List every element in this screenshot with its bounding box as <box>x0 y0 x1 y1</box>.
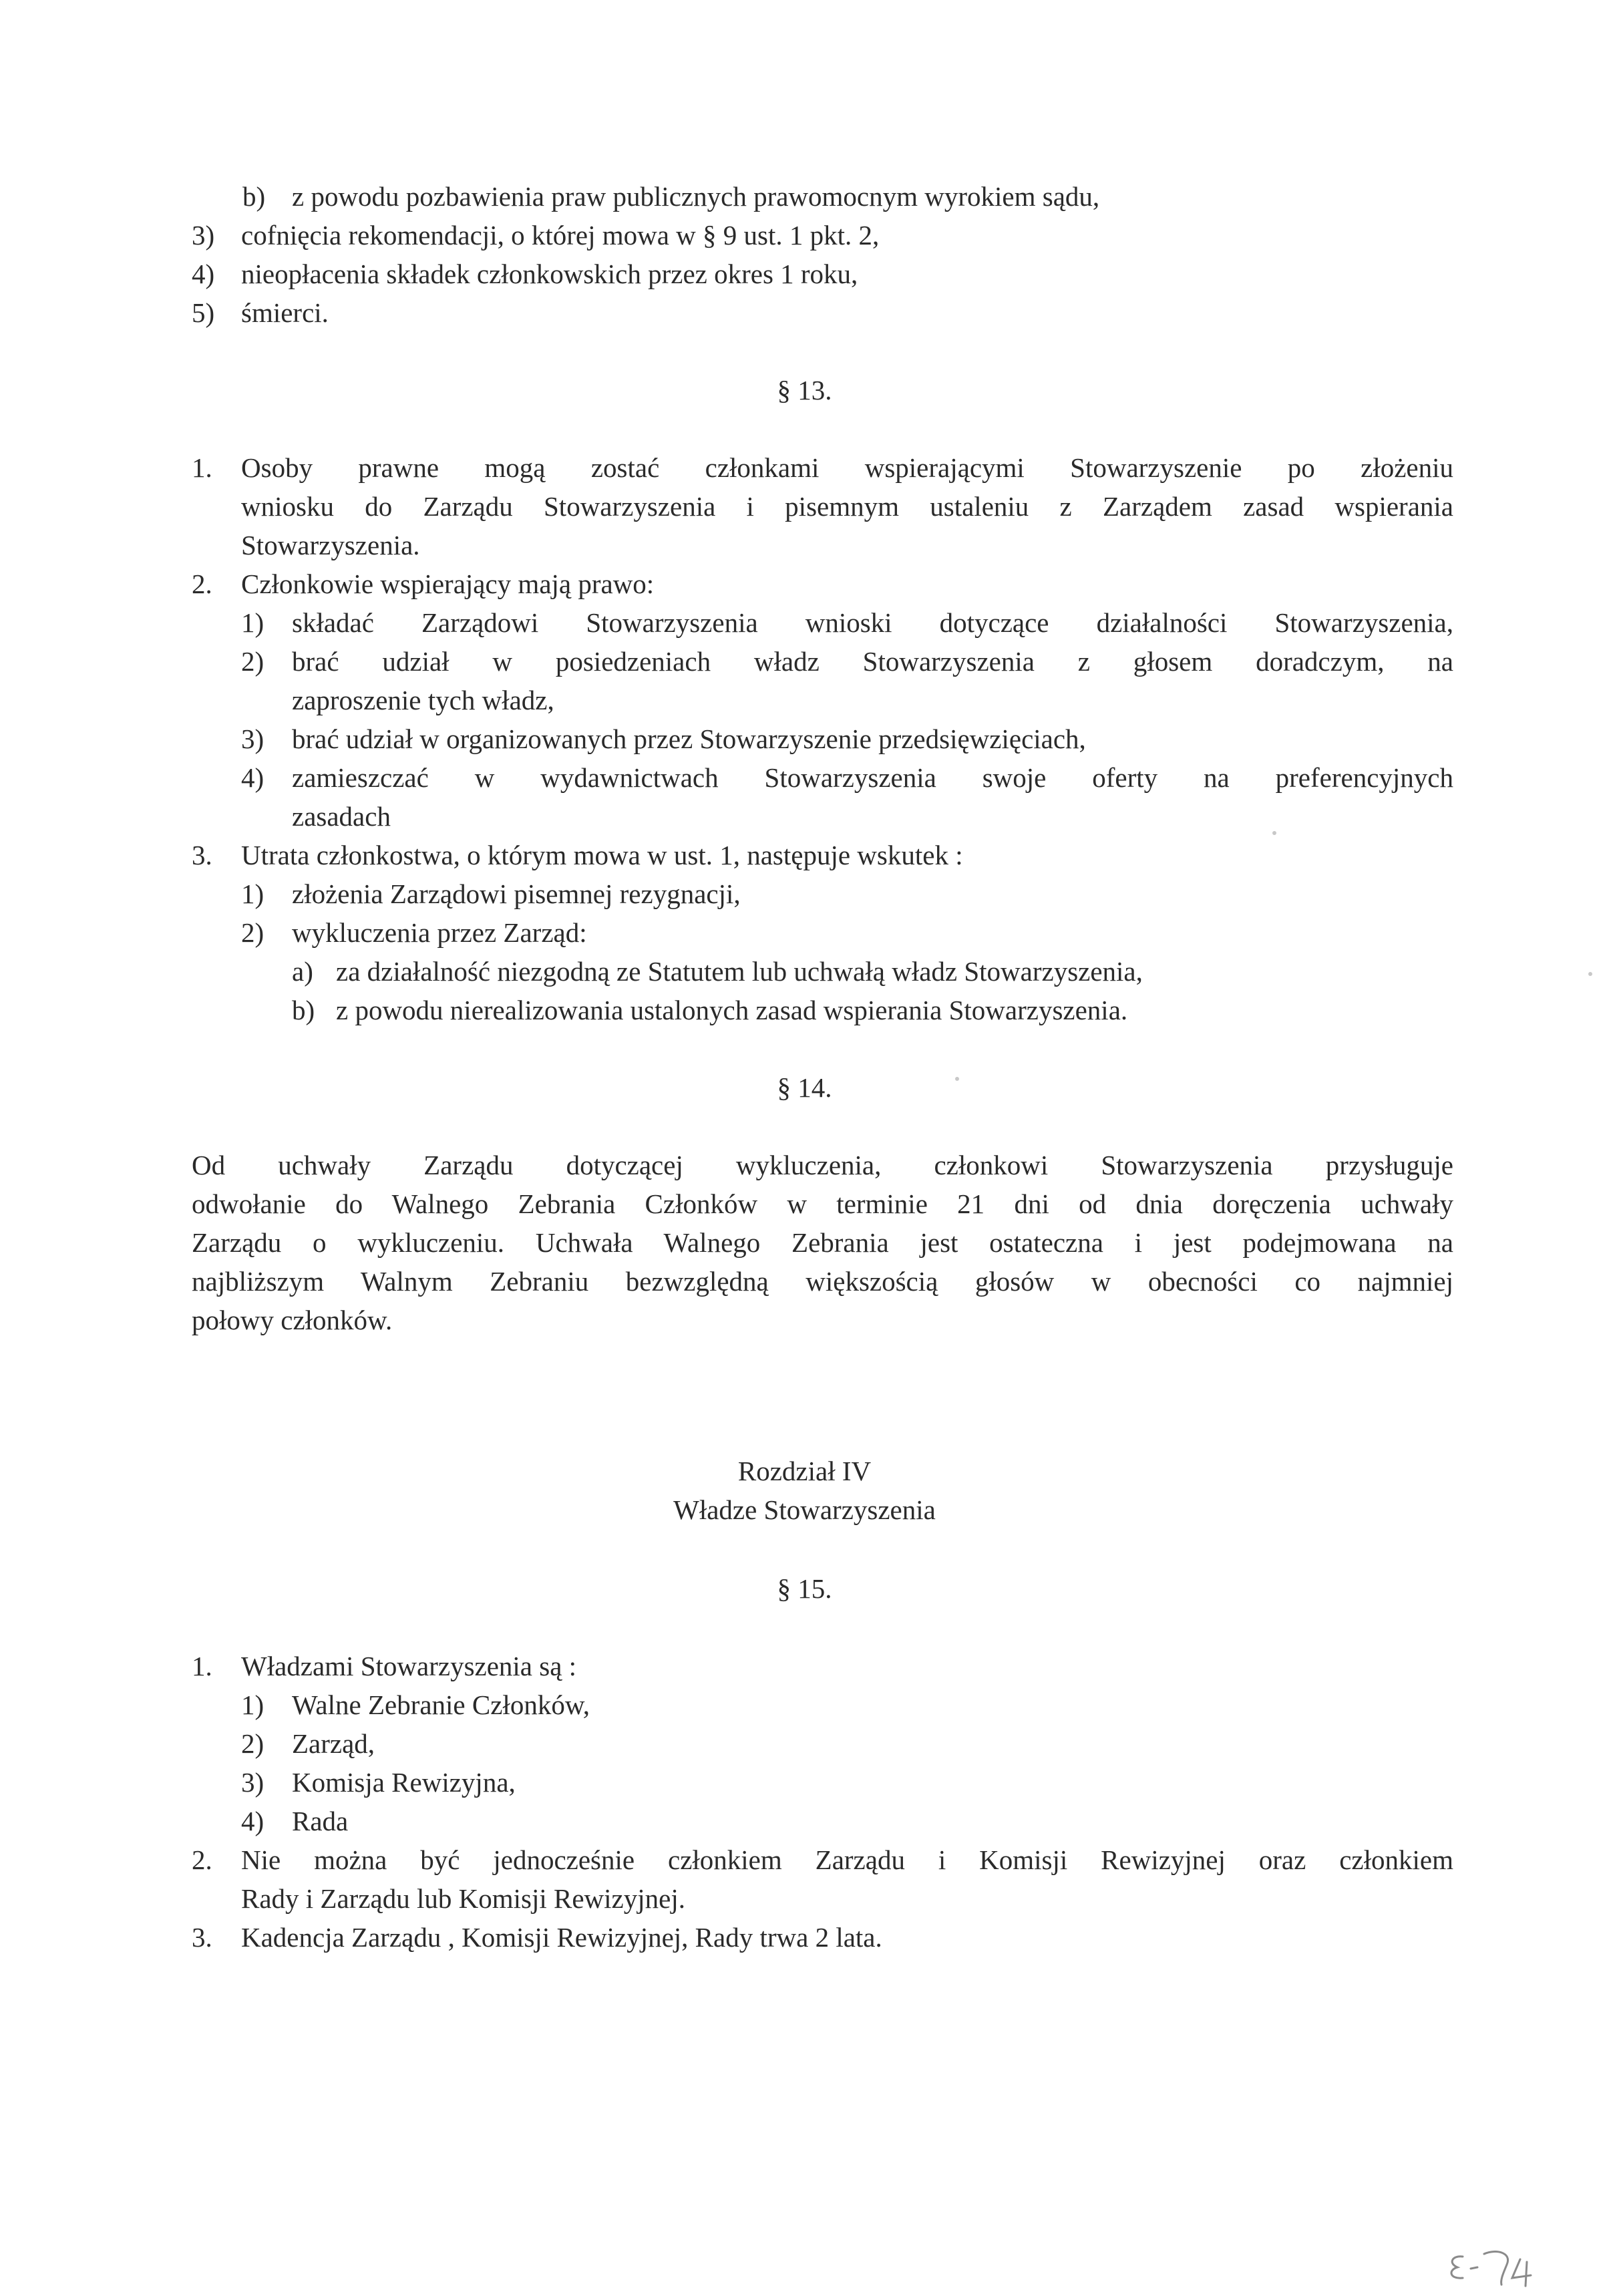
list-item-text: zamieszczać w wydawnictwach Stowarzyszenia swoje oferty na preferencyjnych <box>292 762 1453 793</box>
list-marker: 2) <box>241 1728 264 1759</box>
paragraph-number: 2. <box>192 1844 212 1875</box>
list-item-text: z powodu nierealizowania ustalonych zasad wspierania Stowarzyszenia. <box>336 995 1128 1025</box>
paragraph-intro: Utrata członkostwa, o którym mowa w ust. 1, następuje wskutek : <box>241 840 963 870</box>
section-heading: § 15. <box>777 1573 832 1604</box>
section-heading: § 13. <box>777 375 832 405</box>
section-heading: § 14. <box>777 1072 832 1103</box>
paragraph-line: Kadencja Zarządu , Komisji Rewizyjnej, Rady trwa 2 lata. <box>241 1922 882 1953</box>
list-item-text: śmierci. <box>241 297 329 328</box>
list-marker: 4) <box>241 762 264 793</box>
scan-speck <box>1588 972 1592 976</box>
paragraph-line: Nie można być jednocześnie członkiem Zarządu i Komisji Rewizyjnej oraz członkiem <box>241 1844 1453 1875</box>
paragraph-line: Zarządu o wykluczeniu. Uchwała Walnego Zebrania jest ostateczna i jest podejmowana na <box>192 1227 1453 1258</box>
paragraph-line: Stowarzyszenia. <box>241 530 420 560</box>
list-item-text: złożenia Zarządowi pisemnej rezygnacji, <box>292 878 741 909</box>
paragraph-number: 3. <box>192 1922 212 1953</box>
list-marker: b) <box>242 181 266 212</box>
list-marker: 2) <box>241 646 264 677</box>
paragraph-number: 2. <box>192 568 212 599</box>
list-item-text: zaproszenie tych władz, <box>292 685 554 715</box>
list-item-text: Walne Zebranie Członków, <box>292 1689 590 1720</box>
paragraph-line: Od uchwały Zarządu dotyczącej wykluczenia, członkowi Stowarzyszenia przysługuje <box>192 1150 1453 1180</box>
paragraph-line: wniosku do Zarządu Stowarzyszenia i pisemnym ustaleniu z Zarządem zasad wspierania <box>241 491 1453 522</box>
list-item-text: składać Zarządowi Stowarzyszenia wnioski dotyczące działalności Stowarzyszenia, <box>292 607 1453 638</box>
paragraph-line: odwołanie do Walnego Zebrania Członków w terminie 21 dni od dnia doręczenia uchwały <box>192 1188 1453 1219</box>
list-marker: 3) <box>241 723 264 754</box>
list-item-text: wykluczenia przez Zarząd: <box>292 917 587 948</box>
paragraph-intro: Członkowie wspierający mają prawo: <box>241 568 655 599</box>
list-marker: 1) <box>241 878 264 909</box>
list-marker: 4) <box>241 1806 264 1836</box>
paragraph-line: połowy członków. <box>192 1305 393 1335</box>
paragraph-number: 3. <box>192 840 212 870</box>
paragraph-line: Rady i Zarządu lub Komisji Rewizyjnej. <box>241 1883 685 1914</box>
list-item-text: nieopłacenia składek członkowskich przez okres 1 roku, <box>241 259 858 289</box>
list-item-text: Komisja Rewizyjna, <box>292 1767 516 1798</box>
list-item-text: Zarząd, <box>292 1728 375 1759</box>
list-item-text: brać udział w posiedzeniach władz Stowarzyszenia z głosem doradczym, na <box>292 646 1453 677</box>
list-item-text: z powodu pozbawienia praw publicznych prawomocnym wyrokiem sądu, <box>292 181 1100 212</box>
paragraph-intro: Władzami Stowarzyszenia są : <box>241 1651 577 1681</box>
list-marker: 5) <box>192 297 215 328</box>
list-item-text: cofnięcia rekomendacji, o której mowa w § 9 ust. 1 pkt. 2, <box>241 220 880 251</box>
paragraph-number: 1. <box>192 452 212 483</box>
paragraph-line: Osoby prawne mogą zostać członkami wspierającymi Stowarzyszenie po złożeniu <box>241 452 1453 483</box>
handwritten-initials <box>1443 2245 1563 2291</box>
list-item-text: za działalność niezgodną ze Statutem lub uchwałą władz Stowarzyszenia, <box>336 956 1143 987</box>
list-item-text: brać udział w organizowanych przez Stowarzyszenie przedsięwzięciach, <box>292 723 1086 754</box>
list-marker: 1) <box>241 607 264 638</box>
paragraph-number: 1. <box>192 1651 212 1681</box>
list-marker: a) <box>292 956 313 987</box>
list-item-text: zasadach <box>292 801 391 832</box>
list-marker: 1) <box>241 1689 264 1720</box>
list-marker: b) <box>292 995 315 1025</box>
list-marker: 2) <box>241 917 264 948</box>
list-marker: 3) <box>241 1767 264 1798</box>
scan-speck <box>1272 831 1276 835</box>
list-marker: 3) <box>192 220 215 251</box>
list-item-text: Rada <box>292 1806 349 1836</box>
paragraph-line: najbliższym Walnym Zebraniu bezwzględną większością głosów w obecności co najmniej <box>192 1266 1453 1297</box>
chapter-title: Rozdział IV <box>737 1456 872 1486</box>
scan-speck <box>955 1077 959 1081</box>
chapter-subtitle: Władze Stowarzyszenia <box>673 1494 936 1525</box>
list-marker: 4) <box>192 259 215 289</box>
